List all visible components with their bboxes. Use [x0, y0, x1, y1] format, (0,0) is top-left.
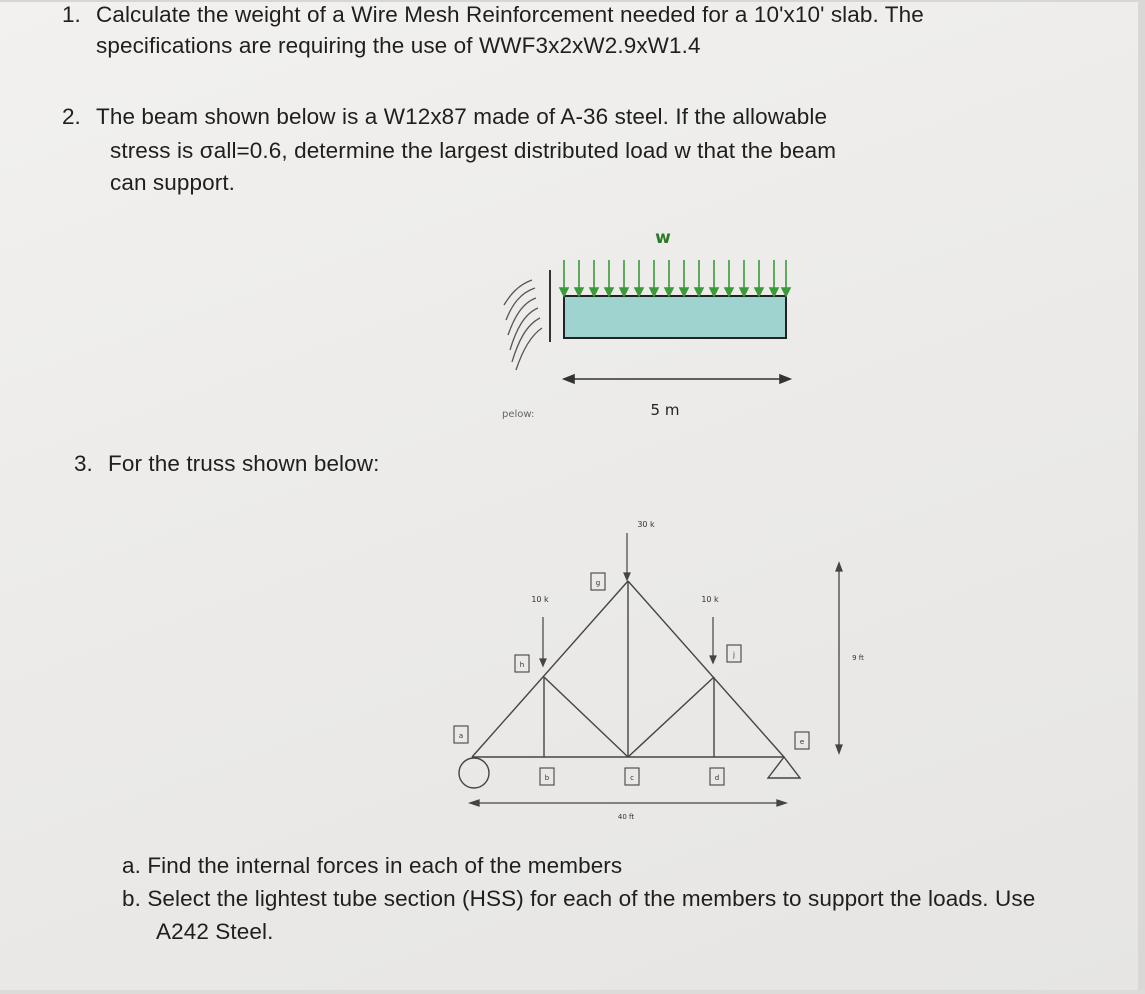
question-2-number: 2. [62, 104, 81, 129]
truss-diagram [440, 505, 880, 830]
joint-c-label: c [630, 774, 634, 782]
joint-a-label: a [458, 732, 464, 740]
question-3-part-b-line-2: A242 Steel. [156, 919, 274, 944]
question-3-part-a: a. Find the internal forces in each of the members [122, 853, 623, 878]
question-1-line-1: Calculate the weight of a Wire Mesh Reinforcement needed for a 10'x10' slab. The [96, 2, 924, 27]
truss-span-label: 40 ft [617, 813, 635, 821]
joint-g-label: g [595, 579, 601, 587]
joint-h-label: h [519, 661, 525, 669]
joint-e-label: e [799, 738, 805, 746]
right-edge [1138, 0, 1145, 994]
distributed-load-arrows [560, 260, 790, 296]
question-3-part-b-line-1: b. Select the lightest tube section (HSS) for each of the members to support the loads. Use [122, 886, 1036, 911]
truss-members [472, 581, 784, 757]
height-dimension [836, 563, 842, 753]
cantilever-beam-diagram [480, 210, 820, 430]
stray-label: pelow: [502, 409, 535, 420]
joint-j-label: j [733, 651, 735, 659]
question-3-text: For the truss shown below: [108, 451, 380, 476]
question-2-line-3: can support. [110, 170, 236, 195]
question-1-line-2: specifications are requiring the use of WWF3x2xW2.9xW1.4 [96, 33, 701, 58]
bottom-edge [0, 990, 1145, 994]
load-right-label: 10 k [701, 595, 719, 604]
span-label: 5 m [650, 401, 680, 419]
question-3-number: 3. [74, 451, 93, 476]
height-label: 9 ft [852, 654, 864, 662]
load-left-label: 10 k [531, 595, 549, 604]
pin-support [459, 758, 489, 788]
load-top-label: 30 k [637, 520, 655, 529]
truss-span-dimension [470, 800, 786, 806]
beam [564, 296, 786, 338]
joint-b-label: b [544, 774, 550, 782]
roller-support [768, 757, 800, 778]
load-label: w [655, 228, 671, 248]
question-2-line-1: The beam shown below is a W12x87 made of A-36 steel. If the allowable [96, 104, 828, 129]
joint-d-label: d [714, 774, 720, 782]
question-2-line-2: stress is σall=0.6, determine the largest distributed load w that the beam [110, 138, 837, 163]
fixed-support-hatching [504, 280, 542, 370]
question-1-number: 1. [62, 2, 81, 27]
span-dimension [564, 375, 790, 383]
